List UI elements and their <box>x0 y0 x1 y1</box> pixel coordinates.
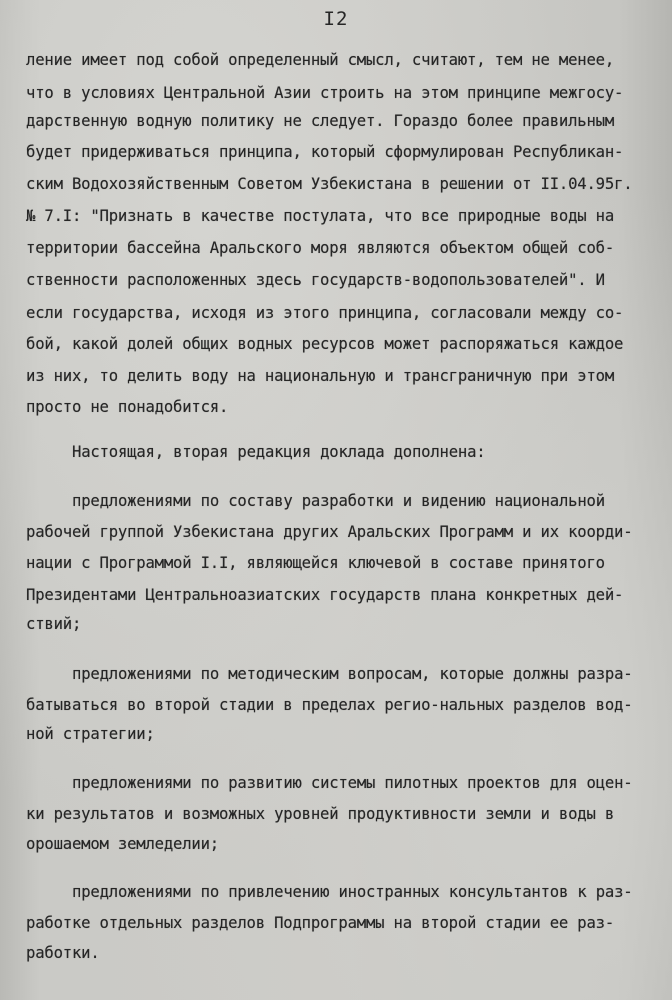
text-line: просто не понадобится. <box>26 398 229 416</box>
text-line: предложениями по привлечению иностранных консультантов к раз- <box>72 883 633 901</box>
text-line: предложениями по составу разработки и видению национальной <box>72 492 605 510</box>
text-line: территории бассейна Аральского моря являются объектом общей соб- <box>26 239 615 257</box>
text-line: ки результатов и возможных уровней продуктивности земли и воды в <box>26 805 615 823</box>
text-line: предложениями по методическим вопросам, которые должны разра- <box>72 665 633 683</box>
text-line: что в условиях Центральной Азии строить на этом принципе межгосу- <box>26 84 624 102</box>
text-line: если государства, исходя из этого принципа, согласовали между со- <box>26 304 624 322</box>
paragraph-heading: Настоящая, вторая редакция доклада дополнена: <box>72 443 486 461</box>
text-line: бой, какой долей общих водных ресурсов может распоряжаться каждое <box>26 335 624 353</box>
text-line: предложениями по развитию системы пилотных проектов для оцен- <box>72 774 633 792</box>
text-line: батываться во второй стадии в пределах регио-нальных разделов вод- <box>26 696 633 714</box>
text-line: ственности расположенных здесь государств-водопользователей". И <box>26 271 605 289</box>
text-line: № 7.I: "Признать в качестве постулата, что все природные воды на <box>26 207 615 225</box>
text-line: будет придерживаться принципа, который сформулирован Республикан- <box>26 143 624 161</box>
text-line: работке отдельных разделов Подпрограммы на второй стадии ее раз- <box>26 914 615 932</box>
text-line: дарственную водную политику не следует. Гораздо более правильным <box>26 112 615 130</box>
text-line: работки. <box>26 944 100 962</box>
text-line: нации с Программой I.I, являющейся ключевой в составе принятого <box>26 554 605 572</box>
text-line: ским Водохозяйственным Советом Узбекистана в решении от II.04.95г. <box>26 175 633 193</box>
text-line: из них, то делить воду на национальную и трансграничную при этом <box>26 367 615 385</box>
text-line: ной стратегии; <box>26 725 155 743</box>
page-number: I2 <box>323 8 349 30</box>
text-line: рабочей группой Узбекистана других Аральских Программ и их коорди- <box>26 523 633 541</box>
text-line: ствий; <box>26 615 82 633</box>
text-line: орошаемом земледелии; <box>26 835 219 853</box>
text-line: ление имеет под собой определенный смысл, считают, тем не менее, <box>26 51 615 69</box>
text-line: Президентами Центральноазиатских государств плана конкретных дей- <box>26 586 624 604</box>
